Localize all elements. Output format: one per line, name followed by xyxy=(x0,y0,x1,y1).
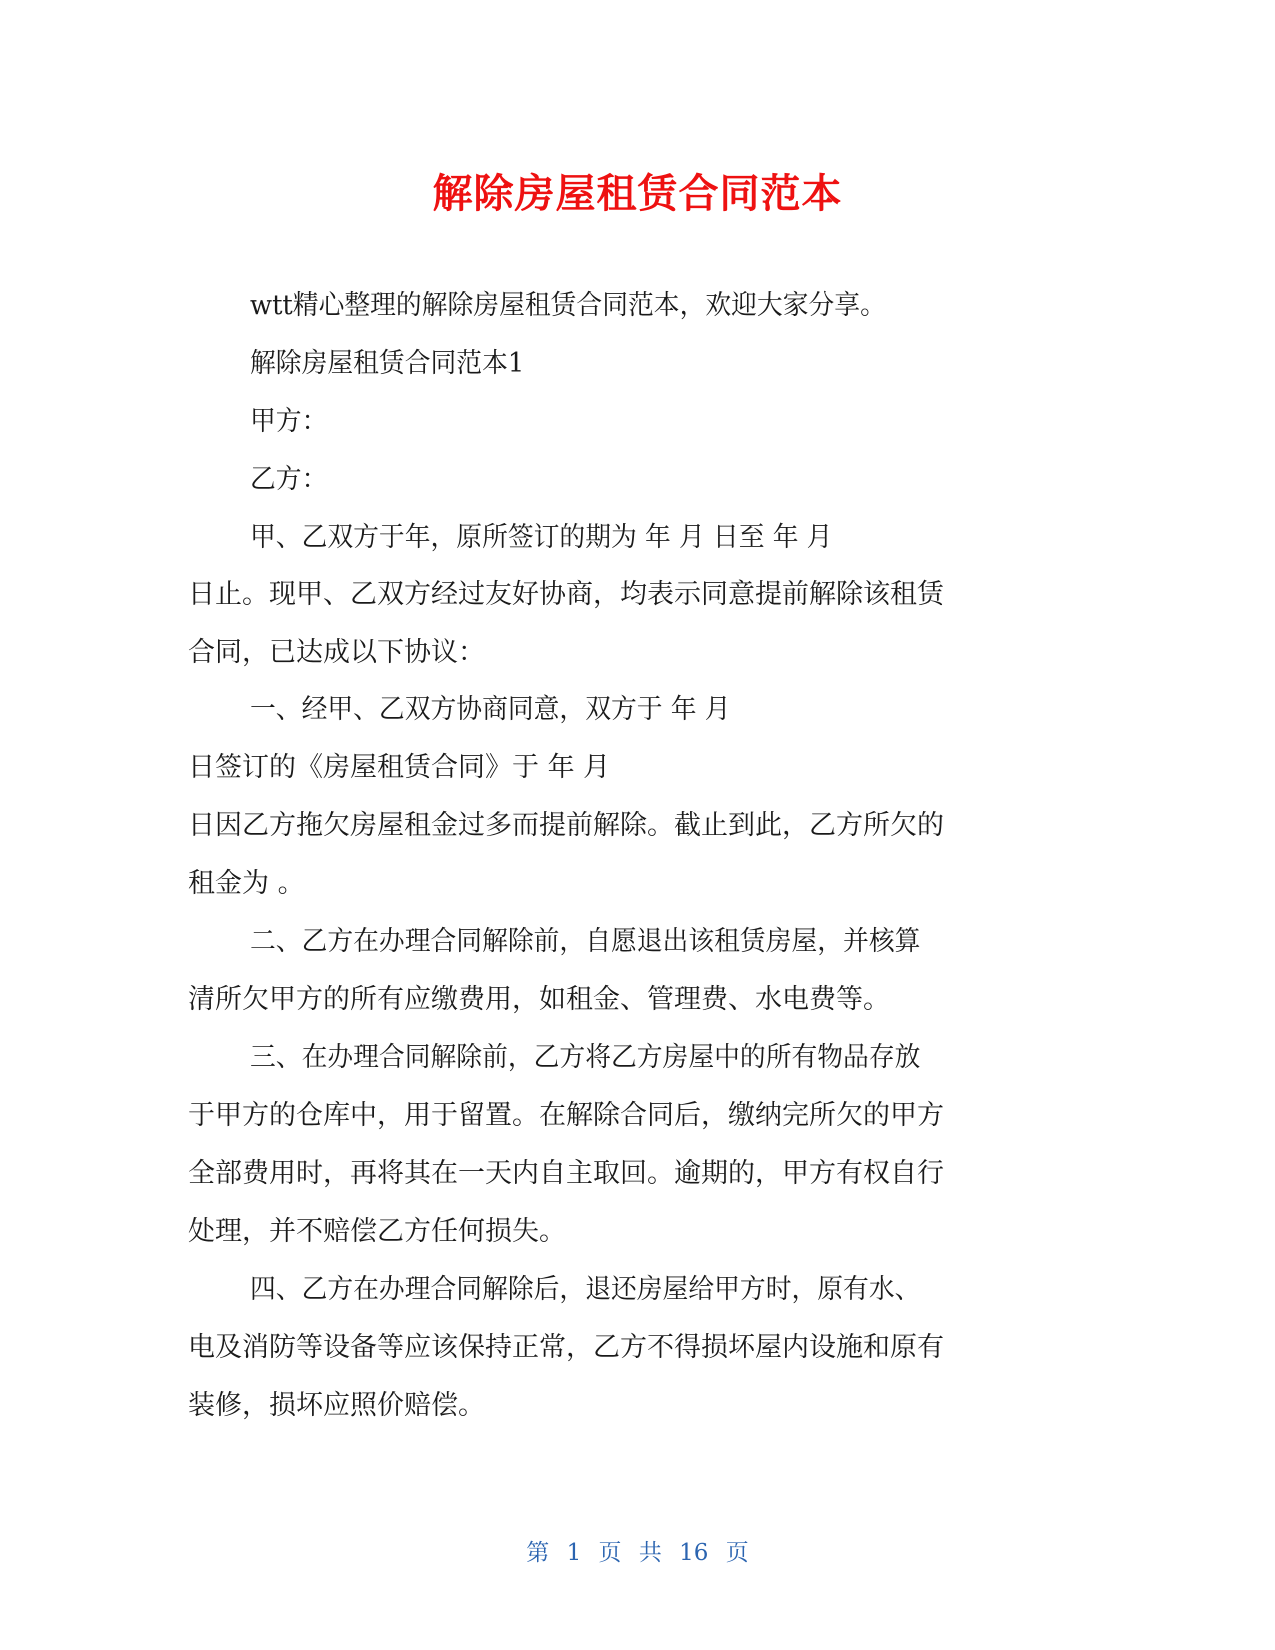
page-number: 第 1 页 共 16 页 xyxy=(526,1540,749,1566)
clause-1-line: 日签订的《房屋租赁合同》于 年 月 xyxy=(188,752,611,783)
document-title: 解除房屋租赁合同范本 xyxy=(432,171,843,217)
section-heading: 解除房屋租赁合同范本1 xyxy=(250,348,525,379)
body-line: 日止。现甲、乙双方经过友好协商，均表示同意提前解除该租赁 xyxy=(188,579,944,610)
party-b-line: 乙方： xyxy=(250,464,328,495)
clause-2-line: 二、乙方在办理合同解除前，自愿退出该租赁房屋，并核算 xyxy=(250,926,921,957)
clause-1-line: 一、经甲、乙双方协商同意，双方于 年 月 xyxy=(250,694,731,725)
clause-3-line: 全部费用时，再将其在一天内自主取回。逾期的，甲方有权自行 xyxy=(188,1158,944,1189)
clause-4-line: 四、乙方在办理合同解除后，退还房屋给甲方时，原有水、 xyxy=(250,1274,921,1305)
clause-1-line: 日因乙方拖欠房屋租金过多而提前解除。截止到此，乙方所欠的 xyxy=(188,810,944,841)
body-line: 合同，已达成以下协议： xyxy=(188,637,485,668)
intro-line: wtt精心整理的解除房屋租赁合同范本，欢迎大家分享。 xyxy=(250,290,886,321)
clause-4-line: 装修，损坏应照价赔偿。 xyxy=(188,1390,485,1421)
clause-2-line: 清所欠甲方的所有应缴费用，如租金、管理费、水电费等。 xyxy=(188,984,890,1015)
clause-3-line: 三、在办理合同解除前，乙方将乙方房屋中的所有物品存放 xyxy=(250,1042,921,1073)
clause-4-line: 电及消防等设备等应该保持正常，乙方不得损坏屋内设施和原有 xyxy=(188,1332,944,1363)
clause-3-line: 处理，并不赔偿乙方任何损失。 xyxy=(188,1216,566,1247)
clause-3-line: 于甲方的仓库中，用于留置。在解除合同后，缴纳完所欠的甲方 xyxy=(188,1100,944,1131)
party-a-line: 甲方： xyxy=(250,406,328,437)
clause-1-line: 租金为 。 xyxy=(188,868,305,899)
body-line: 甲、乙双方于年，原所签订的期为 年 月 日至 年 月 xyxy=(250,522,833,553)
